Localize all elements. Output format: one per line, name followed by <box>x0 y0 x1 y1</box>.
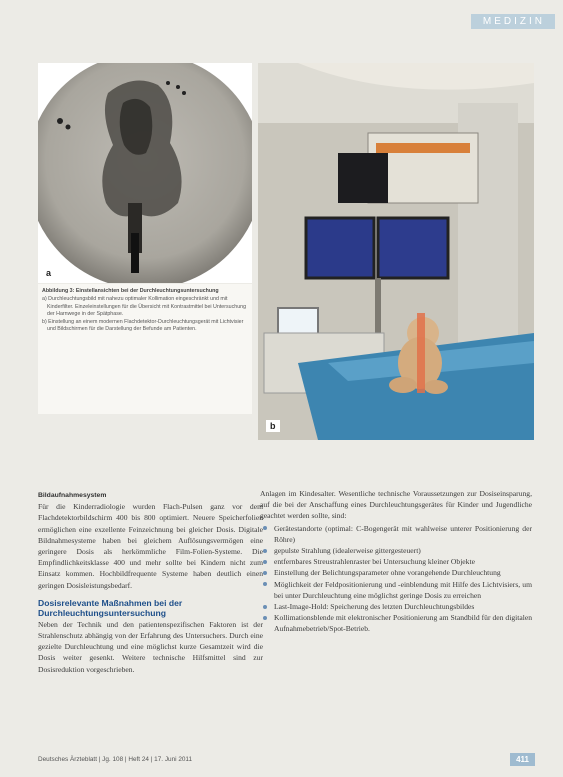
list-item: gepulste Strahlung (idealerweise gittergesteuert) <box>260 545 532 556</box>
list-item: entfernbares Streustrahlenraster bei Untersuchung kleiner Objekte <box>260 556 532 567</box>
list-item: Last-Image-Hold: Speicherung des letzten Durchleuchtungsbildes <box>260 601 532 612</box>
figure-caption <box>38 284 252 414</box>
section-tag: MEDIZIN <box>471 14 555 29</box>
requirements-list <box>260 523 532 635</box>
list-item: Einstellung der Belichtungsparameter ohne vorangehende Durchleuchtung <box>260 567 532 578</box>
caption-item-b: b) Einstellung an einem modernen Flachdetektor-Durchleuchtungsgerät mit Lichtvisier und Bildschirmen für die Darstellung der Befunde am Patienten. <box>42 319 244 333</box>
right-intro-paragraph: Anlagen im Kindesalter. Wesentliche technische Voraussetzungen zur Dosiseinsparung, auf die bei der Anschaffung eines Durchleuchtungsgerätes für Kinder und Jugendliche geachtet werden sollte, sind: <box>260 489 532 521</box>
subheading-bildaufnahmesystem: Bildaufnahmesystem <box>38 492 107 499</box>
figure-a-label: a <box>42 267 55 279</box>
caption-item-a: a) Durchleuchtungsbild mit nahezu optimaler Kollimation eingeschränkt und mit Kinderfilter. Einzeleinstellungen für die Übersicht mit Kontrastmittel bei Untersuchung der Harnwege in der Spätphase. <box>42 296 247 317</box>
list-item: Möglichkeit der Feldpositionierung und -einblendung mit Hilfe des Lichtvisiers, um bei unter Durchleuchtung eine möglichst geringe Dosis zu erreichen <box>260 579 532 601</box>
list-item: Kollimationsblende mit elektronischer Positionierung am Standbild für den digitalen Aufnahmebetrieb/Spot-Betrieb. <box>260 612 532 634</box>
left-section-paragraph: Neben der Technik und den patientenspezifischen Faktoren ist der Strahlenschutz abhängig von der Erfahrung des Untersuchers. Durch eine gezielte Durchleuchtung und eine möglichst kurze Gesamtzeit wird die Dosis weiter gesenkt. Weitere technische Hilfsmittel sind zur Dosisreduktion vorgeschrieben. <box>38 619 263 674</box>
left-column <box>38 490 263 675</box>
page-number: 411 <box>510 753 535 766</box>
left-intro-paragraph: Für die Kinderradiologie wurden Flach-Pulsen ganz vor dem Flachdetektorbildschirm 400 bis 800 optimiert. Neuere Speicherfolien ermöglichen eine exzellente Feinzeichnung bei gleicher Dosis. Digitale Bildnahmesysteme haben bei gleichem Auflösungsvermögen eine geringere Dosis als herkömmliche Film-Folien-Systeme. Die Empfindlichkeitsklasse 400 und mehr sollte bei Kindern nicht zum Einsatz kommen. Hochbildfrequente Systeme haben deutlich einen geringen Dosisleistungsbedarf. <box>38 502 263 590</box>
footer-citation: Deutsches Ärzteblatt | Jg. 108 | Heft 24 | 17. Juni 2011 <box>38 756 193 763</box>
figure-a-image <box>38 63 252 283</box>
page-footer <box>38 753 535 766</box>
fluoroscopy-room-photo <box>258 63 534 440</box>
right-column <box>260 488 532 635</box>
figure-b-image <box>258 63 534 440</box>
caption-title: Abbildung 3: Einstellansichten bei der Durchleuchtungsuntersuchung <box>42 288 219 294</box>
section-heading: Dosisrelevante Maßnahmen bei der Durchleuchtungsuntersuchung <box>38 597 183 619</box>
fluoroscopy-image <box>38 63 252 283</box>
figure-b-label: b <box>266 420 280 432</box>
list-item: Gerätestandorte (optimal: C-Bogengerät mit wahlweise unterer Positionierung der Röhre) <box>260 523 532 545</box>
